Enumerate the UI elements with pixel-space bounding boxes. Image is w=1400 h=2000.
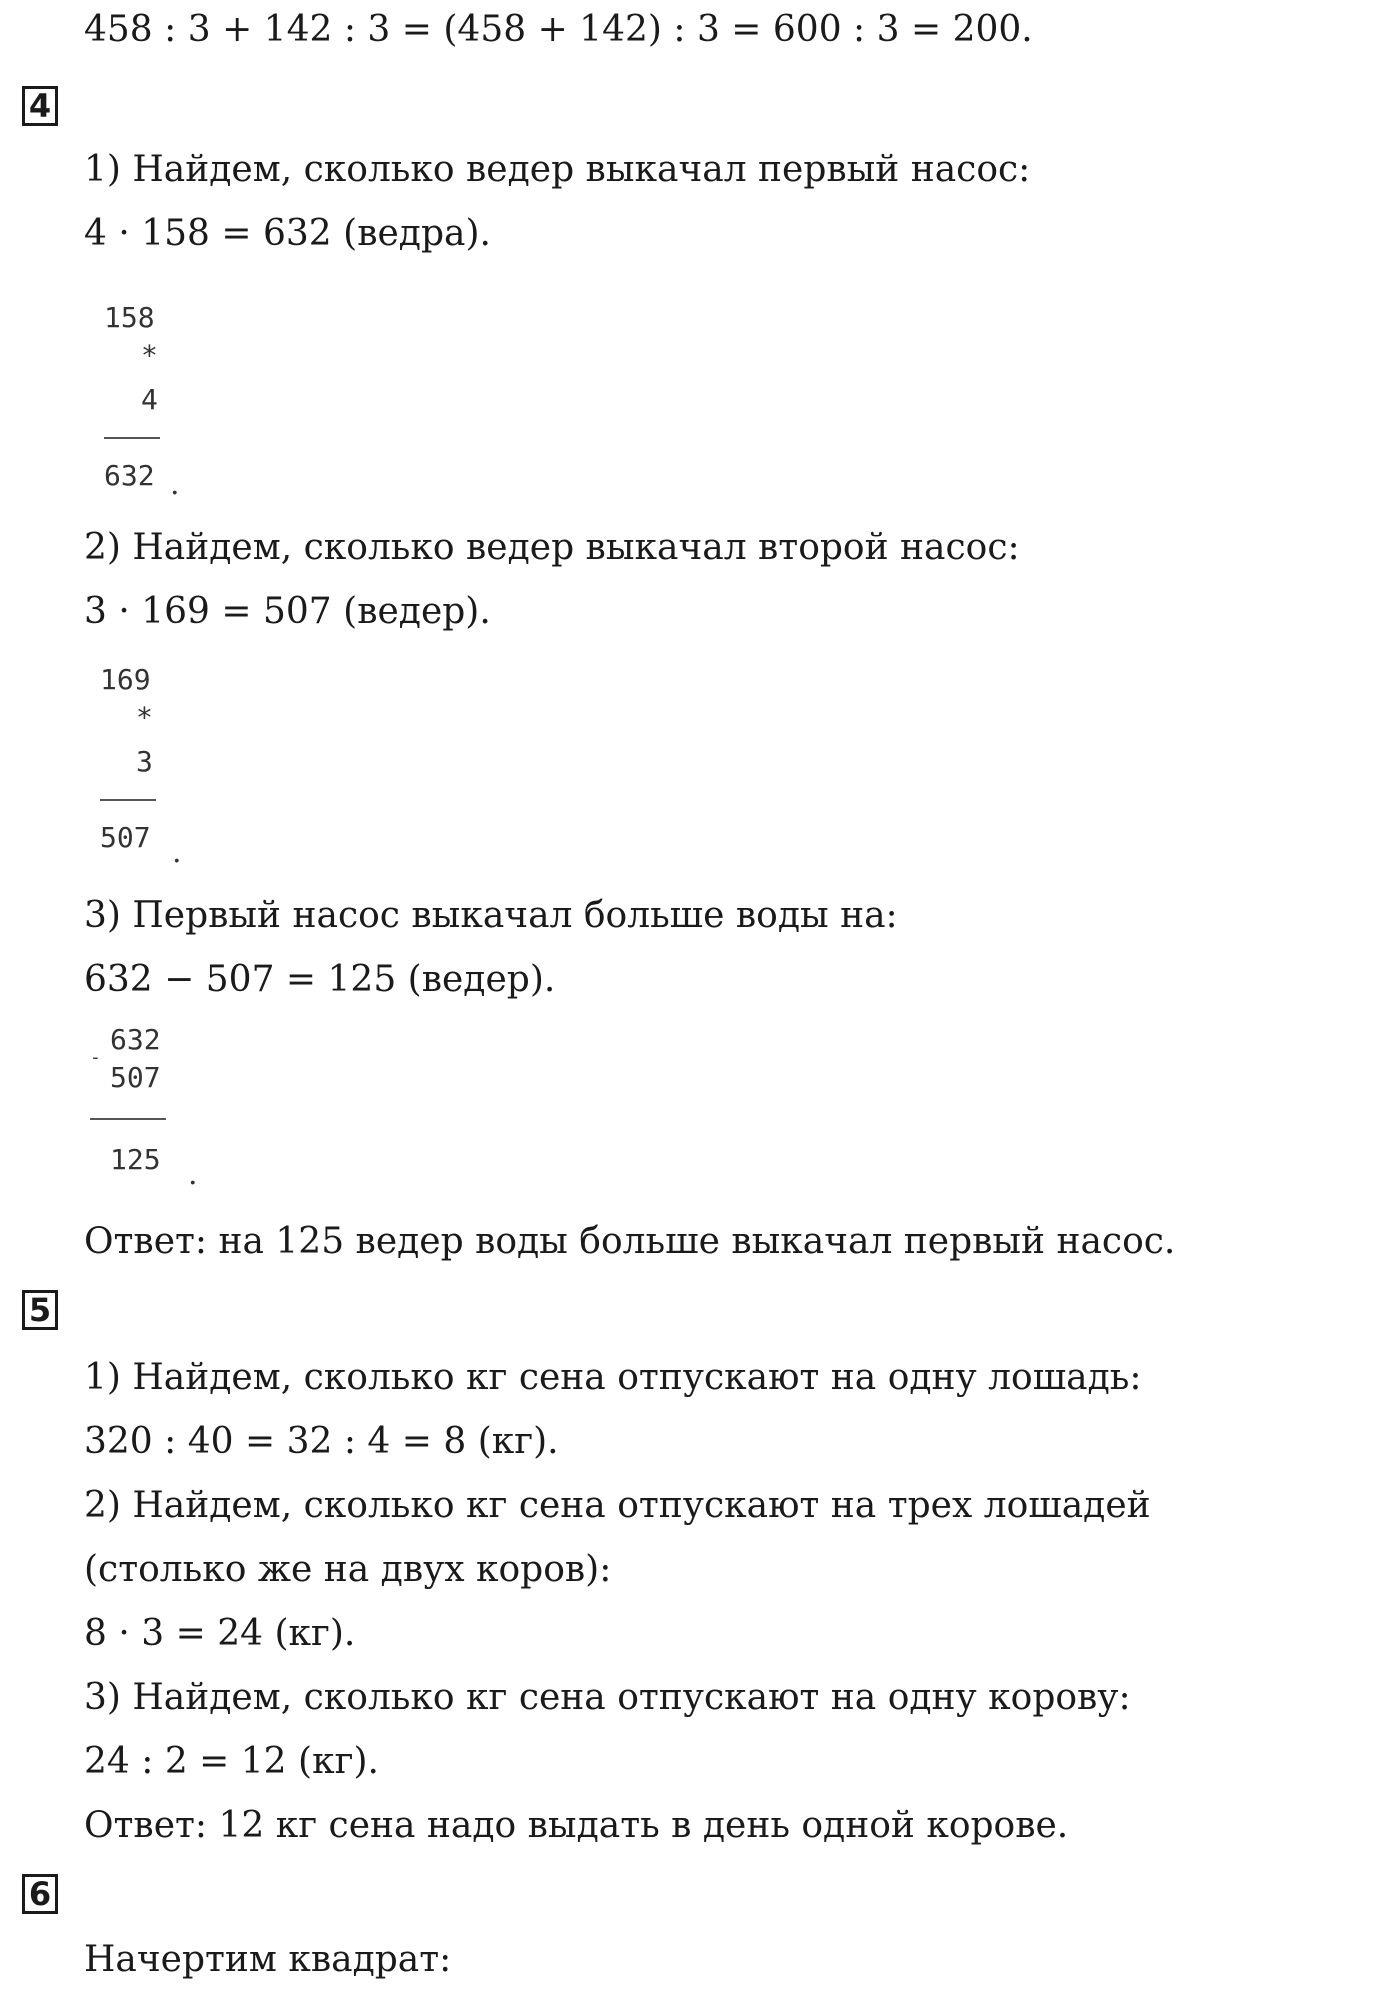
calc2-top: 169 <box>100 663 151 696</box>
calc1-top: 158 <box>104 301 155 334</box>
calc2-bottom: 3 <box>136 745 153 778</box>
task5-step3-expression: 24 : 2 = 12 (кг). <box>84 1741 379 1782</box>
calc1-bottom: 4 <box>141 383 158 416</box>
calc3-operator: - <box>90 1047 101 1068</box>
calc3-top: 632 <box>110 1023 161 1056</box>
task4-step3-text: 3) Первый насос выкачал больше воды на: <box>84 895 898 936</box>
calc2-end-dot: . <box>172 835 182 870</box>
task4-step1-text: 1) Найдем, сколько ведер выкачал первый насос: <box>84 149 1031 190</box>
calc3-end-dot: . <box>188 1157 198 1192</box>
calc1-end-dot: . <box>170 467 180 502</box>
calc2-operator: * <box>136 701 153 734</box>
calc1-rule <box>104 437 160 439</box>
task4-step2-expression: 3 · 169 = 507 (ведер). <box>84 591 491 632</box>
calc2-result: 507 <box>100 821 151 854</box>
task4-step1-expression: 4 · 158 = 632 (ведра). <box>84 213 491 254</box>
task4-step2-text: 2) Найдем, сколько ведер выкачал второй насос: <box>84 527 1020 568</box>
task6-text: Начертим квадрат: <box>84 1939 452 1980</box>
task5-step2-text-continued: (столько же на двух коров): <box>84 1549 612 1590</box>
task5-step1-text: 1) Найдем, сколько кг сена отпускают на одну лошадь: <box>84 1357 1142 1398</box>
calc1-operator: * <box>141 339 158 372</box>
task-number-5: 5 <box>22 1290 58 1330</box>
task5-step1-expression: 320 : 40 = 32 : 4 = 8 (кг). <box>84 1421 559 1462</box>
task4-answer: Ответ: на 125 ведер воды больше выкачал первый насос. <box>84 1221 1176 1262</box>
calc3-result: 125 <box>110 1143 161 1176</box>
task-number-4: 4 <box>22 86 58 126</box>
calc2-rule <box>100 799 156 801</box>
task5-step2-text: 2) Найдем, сколько кг сена отпускают на трех лошадей <box>84 1485 1151 1526</box>
task4-step3-expression: 632 − 507 = 125 (ведер). <box>84 959 556 1000</box>
top-expression: 458 : 3 + 142 : 3 = (458 + 142) : 3 = 600 : 3 = 200. <box>84 9 1033 50</box>
task5-answer: Ответ: 12 кг сена надо выдать в день одной корове. <box>84 1805 1069 1846</box>
task5-step3-text: 3) Найдем, сколько кг сена отпускают на одну корову: <box>84 1677 1131 1718</box>
calc3-bottom: 507 <box>110 1061 161 1094</box>
task5-step2-expression: 8 · 3 = 24 (кг). <box>84 1613 356 1654</box>
calc3-rule <box>90 1118 166 1120</box>
task-number-6: 6 <box>22 1874 58 1914</box>
calc1-result: 632 <box>104 459 155 492</box>
